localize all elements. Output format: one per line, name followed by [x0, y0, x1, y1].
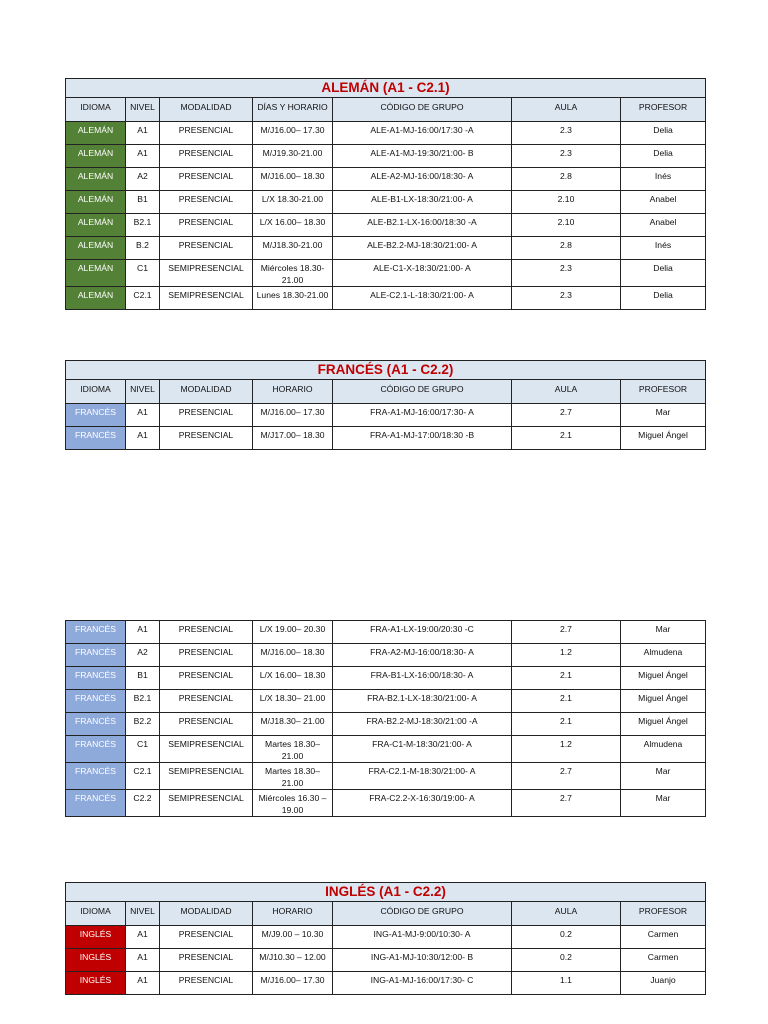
cell-codigo-grupo: ING-A1-MJ-16:00/17:30- C [333, 972, 512, 995]
cell-codigo-grupo: ALE-A2-MJ-16:00/18:30- A [333, 168, 512, 191]
table-row [66, 763, 706, 790]
table-row [66, 287, 706, 310]
table-row [66, 168, 706, 191]
header-modalidad: MODALIDAD [160, 902, 253, 926]
table-row [66, 145, 706, 168]
cell-idioma: FRANCÉS [66, 736, 126, 763]
cell-codigo-grupo: ALE-B1-LX-18:30/21:00- A [333, 191, 512, 214]
cell-nivel: A1 [126, 949, 160, 972]
header-profesor: PROFESOR [621, 98, 706, 122]
cell-modalidad: PRESENCIAL [160, 145, 253, 168]
cell-idioma: FRANCÉS [66, 690, 126, 713]
cell-aula: 2.3 [512, 260, 621, 287]
table-row [66, 790, 706, 817]
cell-horario: Miércoles 16.30 – 19.00 [253, 790, 333, 817]
cell-horario: Martes 18.30– 21.00 [253, 763, 333, 790]
cell-modalidad: SEMIPRESENCIAL [160, 790, 253, 817]
cell-modalidad: PRESENCIAL [160, 191, 253, 214]
cell-idioma: INGLÉS [66, 926, 126, 949]
cell-aula: 2.7 [512, 763, 621, 790]
cell-aula: 1.1 [512, 972, 621, 995]
cell-horario: L/X 18.30-21.00 [253, 191, 333, 214]
cell-aula: 2.10 [512, 214, 621, 237]
cell-idioma: INGLÉS [66, 949, 126, 972]
cell-nivel: A1 [126, 122, 160, 145]
header-profesor: PROFESOR [621, 380, 706, 404]
cell-horario: M/J18.30– 21.00 [253, 713, 333, 736]
cell-nivel: C2.1 [126, 287, 160, 310]
cell-profesor: Anabel [621, 214, 706, 237]
cell-profesor: Delia [621, 145, 706, 168]
cell-nivel: B1 [126, 667, 160, 690]
table-ingles [65, 882, 706, 995]
cell-idioma: FRANCÉS [66, 427, 126, 450]
cell-modalidad: PRESENCIAL [160, 713, 253, 736]
cell-idioma: ALEMÁN [66, 287, 126, 310]
cell-profesor: Mar [621, 790, 706, 817]
cell-nivel: A1 [126, 427, 160, 450]
header-idioma: IDIOMA [66, 98, 126, 122]
cell-profesor: Carmen [621, 949, 706, 972]
cell-modalidad: PRESENCIAL [160, 404, 253, 427]
cell-idioma: FRANCÉS [66, 713, 126, 736]
cell-codigo-grupo: FRA-C1-M-18:30/21:00- A [333, 736, 512, 763]
cell-idioma: FRANCÉS [66, 644, 126, 667]
cell-profesor: Miguel Ángel [621, 427, 706, 450]
cell-modalidad: SEMIPRESENCIAL [160, 260, 253, 287]
cell-idioma: ALEMÁN [66, 145, 126, 168]
table-frances-continued [65, 620, 706, 817]
cell-horario: Martes 18.30– 21.00 [253, 736, 333, 763]
cell-profesor: Mar [621, 763, 706, 790]
cell-codigo-grupo: ALE-A1-MJ-16:00/17:30 -A [333, 122, 512, 145]
table-row [66, 644, 706, 667]
cell-profesor: Mar [621, 621, 706, 644]
cell-modalidad: PRESENCIAL [160, 237, 253, 260]
header-idioma: IDIOMA [66, 902, 126, 926]
cell-aula: 2.1 [512, 427, 621, 450]
cell-modalidad: PRESENCIAL [160, 690, 253, 713]
cell-codigo-grupo: ALE-B2.2-MJ-18:30/21:00- A [333, 237, 512, 260]
cell-codigo-grupo: FRA-A2-MJ-16:00/18:30- A [333, 644, 512, 667]
table-row [66, 404, 706, 427]
cell-horario: M/J10.30 – 12.00 [253, 949, 333, 972]
cell-modalidad: PRESENCIAL [160, 427, 253, 450]
cell-idioma: ALEMÁN [66, 260, 126, 287]
table-row [66, 690, 706, 713]
header-profesor: PROFESOR [621, 902, 706, 926]
cell-idioma: ALEMÁN [66, 122, 126, 145]
cell-modalidad: PRESENCIAL [160, 621, 253, 644]
table-title: INGLÉS (A1 - C2.2) [66, 883, 706, 902]
cell-aula: 2.7 [512, 790, 621, 817]
cell-profesor: Almudena [621, 736, 706, 763]
cell-nivel: A1 [126, 404, 160, 427]
header-modalidad: MODALIDAD [160, 98, 253, 122]
header-idioma: IDIOMA [66, 380, 126, 404]
cell-nivel: B1 [126, 191, 160, 214]
cell-profesor: Delia [621, 260, 706, 287]
cell-profesor: Inés [621, 168, 706, 191]
table-row [66, 621, 706, 644]
cell-horario: L/X 19.00– 20.30 [253, 621, 333, 644]
header-codigo-grupo: CÓDIGO DE GRUPO [333, 902, 512, 926]
cell-aula: 0.2 [512, 926, 621, 949]
cell-profesor: Anabel [621, 191, 706, 214]
cell-codigo-grupo: ALE-A1-MJ-19:30/21:00- B [333, 145, 512, 168]
cell-codigo-grupo: FRA-C2.2-X-16:30/19:00- A [333, 790, 512, 817]
cell-nivel: B2.1 [126, 214, 160, 237]
table-row [66, 427, 706, 450]
table-row [66, 191, 706, 214]
cell-nivel: A2 [126, 168, 160, 191]
cell-idioma: FRANCÉS [66, 763, 126, 790]
cell-aula: 1.2 [512, 644, 621, 667]
cell-aula: 2.3 [512, 122, 621, 145]
cell-codigo-grupo: FRA-B2.1-LX-18:30/21:00- A [333, 690, 512, 713]
cell-codigo-grupo: ALE-C1-X-18:30/21:00- A [333, 260, 512, 287]
cell-idioma: FRANCÉS [66, 790, 126, 817]
cell-modalidad: SEMIPRESENCIAL [160, 736, 253, 763]
header-modalidad: MODALIDAD [160, 380, 253, 404]
header-horario: DÍAS Y HORARIO [253, 98, 333, 122]
cell-modalidad: PRESENCIAL [160, 168, 253, 191]
cell-idioma: ALEMÁN [66, 214, 126, 237]
header-row [66, 380, 706, 404]
cell-nivel: B.2 [126, 237, 160, 260]
cell-aula: 0.2 [512, 949, 621, 972]
cell-modalidad: SEMIPRESENCIAL [160, 287, 253, 310]
cell-idioma: FRANCÉS [66, 404, 126, 427]
cell-profesor: Miguel Ángel [621, 690, 706, 713]
cell-profesor: Almudena [621, 644, 706, 667]
cell-aula: 2.1 [512, 690, 621, 713]
cell-horario: Lunes 18.30-21.00 [253, 287, 333, 310]
header-nivel: NIVEL [126, 380, 160, 404]
cell-aula: 2.3 [512, 287, 621, 310]
cell-horario: L/X 16.00– 18.30 [253, 667, 333, 690]
header-aula: AULA [512, 902, 621, 926]
header-aula: AULA [512, 98, 621, 122]
cell-codigo-grupo: FRA-B1-LX-16:00/18:30- A [333, 667, 512, 690]
cell-nivel: B2.2 [126, 713, 160, 736]
cell-codigo-grupo: FRA-A1-LX-19:00/20:30 -C [333, 621, 512, 644]
cell-profesor: Miguel Ángel [621, 713, 706, 736]
cell-horario: M/J17.00– 18.30 [253, 427, 333, 450]
header-row [66, 902, 706, 926]
cell-profesor: Juanjo [621, 972, 706, 995]
table-row [66, 667, 706, 690]
table-title: ALEMÁN (A1 - C2.1) [66, 79, 706, 98]
cell-horario: M/J16.00– 18.30 [253, 644, 333, 667]
table-row [66, 122, 706, 145]
cell-aula: 2.8 [512, 168, 621, 191]
header-codigo-grupo: CÓDIGO DE GRUPO [333, 98, 512, 122]
cell-codigo-grupo: FRA-B2.2-MJ-18:30/21:00 -A [333, 713, 512, 736]
cell-horario: M/J18.30-21.00 [253, 237, 333, 260]
cell-codigo-grupo: ING-A1-MJ-10:30/12:00- B [333, 949, 512, 972]
cell-aula: 2.7 [512, 404, 621, 427]
cell-idioma: ALEMÁN [66, 237, 126, 260]
cell-profesor: Delia [621, 122, 706, 145]
cell-idioma: ALEMÁN [66, 168, 126, 191]
cell-modalidad: SEMIPRESENCIAL [160, 763, 253, 790]
cell-codigo-grupo: FRA-A1-MJ-17:00/18:30 -B [333, 427, 512, 450]
table-row [66, 237, 706, 260]
table-frances [65, 360, 706, 450]
cell-codigo-grupo: FRA-A1-MJ-16:00/17:30- A [333, 404, 512, 427]
cell-profesor: Miguel Ángel [621, 667, 706, 690]
cell-horario: M/J19.30-21.00 [253, 145, 333, 168]
table-row [66, 713, 706, 736]
cell-aula: 2.8 [512, 237, 621, 260]
cell-aula: 2.10 [512, 191, 621, 214]
cell-nivel: A1 [126, 926, 160, 949]
cell-horario: M/J9.00 – 10.30 [253, 926, 333, 949]
cell-idioma: ALEMÁN [66, 191, 126, 214]
cell-nivel: C1 [126, 260, 160, 287]
table-row [66, 949, 706, 972]
cell-aula: 1.2 [512, 736, 621, 763]
cell-modalidad: PRESENCIAL [160, 667, 253, 690]
cell-modalidad: PRESENCIAL [160, 949, 253, 972]
cell-nivel: A1 [126, 621, 160, 644]
header-codigo-grupo: CÓDIGO DE GRUPO [333, 380, 512, 404]
cell-aula: 2.1 [512, 667, 621, 690]
table-row [66, 972, 706, 995]
cell-profesor: Carmen [621, 926, 706, 949]
table-row [66, 926, 706, 949]
table-aleman [65, 78, 706, 310]
cell-aula: 2.1 [512, 713, 621, 736]
cell-horario: L/X 18.30– 21.00 [253, 690, 333, 713]
cell-idioma: INGLÉS [66, 972, 126, 995]
cell-horario: M/J16.00– 18.30 [253, 168, 333, 191]
header-horario: HORARIO [253, 902, 333, 926]
cell-nivel: C2.1 [126, 763, 160, 790]
cell-horario: Miércoles 18.30-21.00 [253, 260, 333, 287]
cell-nivel: C1 [126, 736, 160, 763]
header-horario: HORARIO [253, 380, 333, 404]
cell-horario: M/J16.00– 17.30 [253, 404, 333, 427]
table-row [66, 214, 706, 237]
cell-nivel: B2.1 [126, 690, 160, 713]
header-row [66, 98, 706, 122]
cell-nivel: C2.2 [126, 790, 160, 817]
cell-profesor: Delia [621, 287, 706, 310]
cell-codigo-grupo: FRA-C2.1-M-18:30/21:00- A [333, 763, 512, 790]
cell-nivel: A1 [126, 972, 160, 995]
cell-modalidad: PRESENCIAL [160, 122, 253, 145]
cell-modalidad: PRESENCIAL [160, 214, 253, 237]
cell-horario: M/J16.00– 17.30 [253, 122, 333, 145]
cell-nivel: A2 [126, 644, 160, 667]
cell-modalidad: PRESENCIAL [160, 644, 253, 667]
cell-codigo-grupo: ING-A1-MJ-9:00/10:30- A [333, 926, 512, 949]
header-nivel: NIVEL [126, 98, 160, 122]
table-row [66, 736, 706, 763]
table-title: FRANCÉS (A1 - C2.2) [66, 361, 706, 380]
cell-modalidad: PRESENCIAL [160, 972, 253, 995]
cell-nivel: A1 [126, 145, 160, 168]
cell-codigo-grupo: ALE-B2.1-LX-16:00/18:30 -A [333, 214, 512, 237]
header-aula: AULA [512, 380, 621, 404]
cell-profesor: Inés [621, 237, 706, 260]
cell-modalidad: PRESENCIAL [160, 926, 253, 949]
cell-idioma: FRANCÉS [66, 621, 126, 644]
cell-horario: M/J16.00– 17.30 [253, 972, 333, 995]
cell-codigo-grupo: ALE-C2.1-L-18:30/21:00- A [333, 287, 512, 310]
cell-aula: 2.7 [512, 621, 621, 644]
cell-horario: L/X 16.00– 18.30 [253, 214, 333, 237]
cell-aula: 2.3 [512, 145, 621, 168]
cell-idioma: FRANCÉS [66, 667, 126, 690]
cell-profesor: Mar [621, 404, 706, 427]
table-row [66, 260, 706, 287]
header-nivel: NIVEL [126, 902, 160, 926]
